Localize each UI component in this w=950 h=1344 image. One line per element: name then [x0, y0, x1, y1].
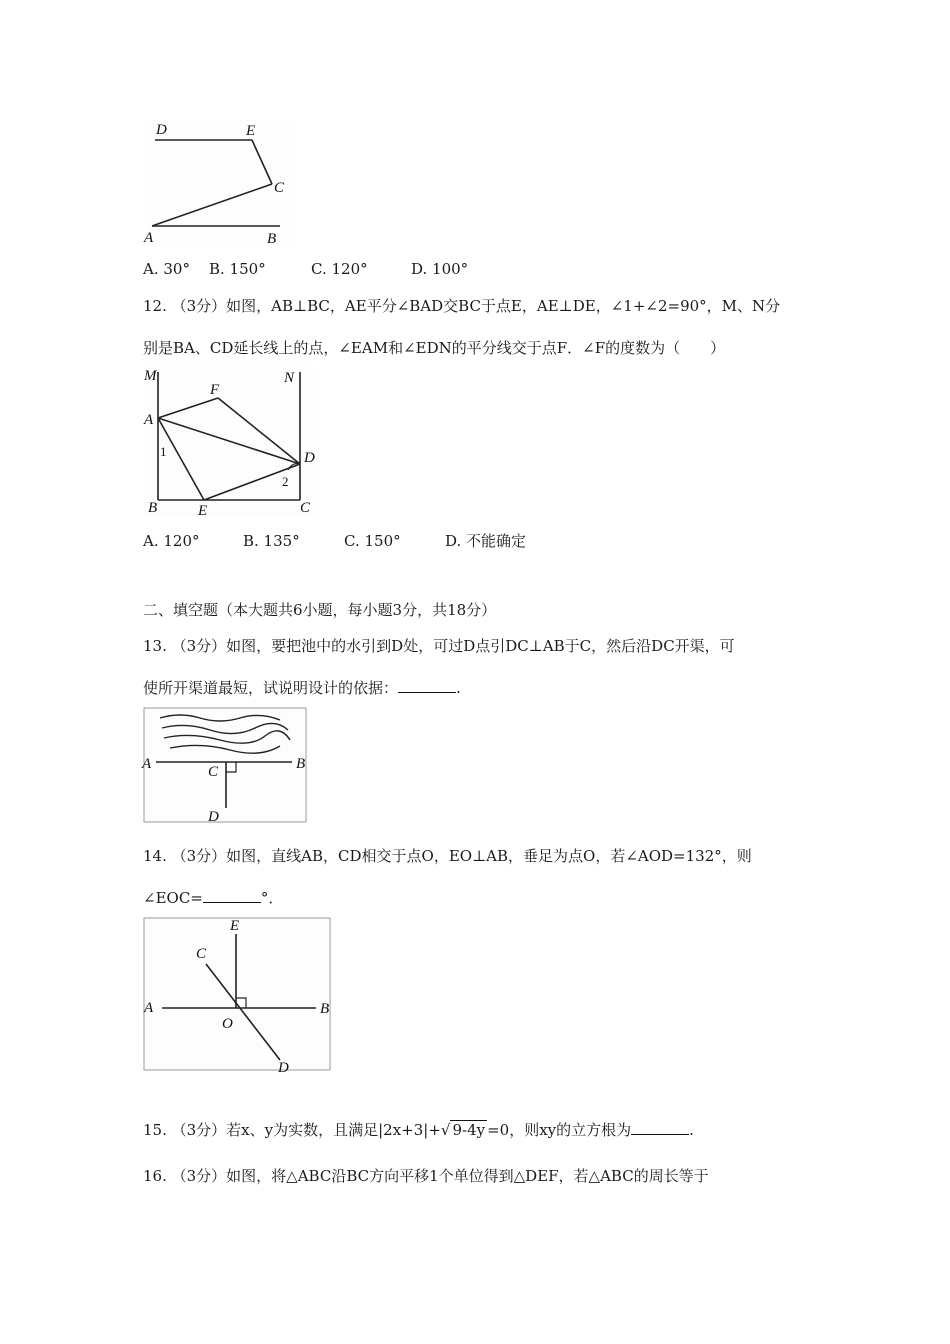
q12-label-angle1: 1: [160, 444, 167, 459]
q14-figure: [140, 916, 334, 1074]
q13-answer-blank: [398, 678, 456, 693]
q15-radicand: 9-4y: [452, 1121, 486, 1139]
q12-label-f: F: [210, 382, 220, 398]
q13-figure: [140, 706, 312, 828]
q14-label-c: C: [196, 946, 207, 962]
q11-option-b: B. 150°: [209, 260, 266, 278]
q16-stem-line1: 16. （3分）如图，将△ABC沿BC方向平移1个单位得到△DEF，若△ABC的周长等于: [143, 1167, 709, 1185]
q13-stem-text: 使所开渠道最短，试说明设计的依据：: [143, 679, 399, 697]
q12-label-a: A: [144, 412, 154, 428]
q11-label-a: A: [144, 230, 154, 246]
q12-label-d: D: [304, 450, 315, 466]
q12-option-d: D. 不能确定: [445, 532, 527, 550]
q13-stem-end: .: [456, 679, 461, 697]
q15-radical-sign: √: [440, 1121, 451, 1139]
q14-label-o: O: [222, 1016, 233, 1032]
q13-stem-line1: 13. （3分）如图，要把池中的水引到D处，可过D点引DC⊥AB于C，然后沿DC开渠，可: [143, 637, 735, 655]
q11-label-e: E: [246, 123, 256, 139]
q12-option-a: A. 120°: [143, 532, 200, 550]
q14-stem-line2: [143, 888, 283, 908]
q12-label-m: M: [144, 368, 157, 384]
q12-figure: [140, 364, 324, 520]
q14-label-d: D: [278, 1060, 289, 1074]
q12-label-e: E: [198, 503, 208, 519]
q12-label-angle2: 2: [282, 474, 289, 489]
q15-stem: [143, 1120, 694, 1140]
q12-stem-line2: 别是BA、CD延长线上的点，∠EAM和∠EDN的平分线交于点F．∠F的度数为（ ）: [143, 339, 726, 357]
q13-label-d: D: [208, 809, 219, 825]
q15-stem-text-2: =0，则xy的立方根为: [487, 1121, 632, 1139]
q13-label-a: A: [142, 756, 152, 772]
q14-answer-blank: [203, 888, 261, 903]
q11-label-b: B: [267, 231, 277, 246]
q11-figure: [140, 118, 300, 246]
section2-title: 二、填空题（本大题共6小题，每小题3分，共18分）: [143, 601, 497, 619]
q15-stem-text: 15. （3分）若x、y为实数，且满足|2x+3|+: [143, 1121, 441, 1139]
q13-label-b: B: [296, 756, 306, 772]
q12-label-c: C: [300, 500, 311, 516]
q13-stem-line2: [143, 678, 461, 698]
q14-label-a: A: [144, 1000, 154, 1016]
q14-label-e: E: [230, 918, 240, 934]
q12-option-c: C. 150°: [344, 532, 401, 550]
q15-stem-end: .: [689, 1121, 694, 1139]
q12-stem-line1: 12. （3分）如图，AB⊥BC，AE平分∠BAD交BC于点E，AE⊥DE，∠1+∠2=90°，M、N分: [143, 297, 781, 315]
q14-stem-end: °．: [260, 889, 284, 907]
q11-options: [143, 259, 468, 279]
q12-label-b: B: [148, 500, 158, 516]
q11-label-c: C: [274, 180, 285, 196]
q14-stem-text: ∠EOC=: [143, 889, 203, 907]
q14-stem-line1: 14. （3分）如图，直线AB，CD相交于点O，EO⊥AB，垂足为点O，若∠AOD=132°，则: [143, 847, 752, 865]
q11-option-c: C. 120°: [311, 260, 368, 278]
q15-answer-blank: [631, 1120, 689, 1135]
q12-label-n: N: [284, 370, 295, 386]
q11-label-d: D: [156, 122, 167, 138]
q14-label-b: B: [320, 1001, 330, 1017]
q11-option-d: D. 100°: [411, 260, 469, 278]
q13-label-c: C: [208, 764, 219, 780]
q11-option-a: A. 30°: [143, 260, 190, 278]
q12-option-b: B. 135°: [243, 532, 300, 550]
q12-options: [143, 531, 526, 551]
